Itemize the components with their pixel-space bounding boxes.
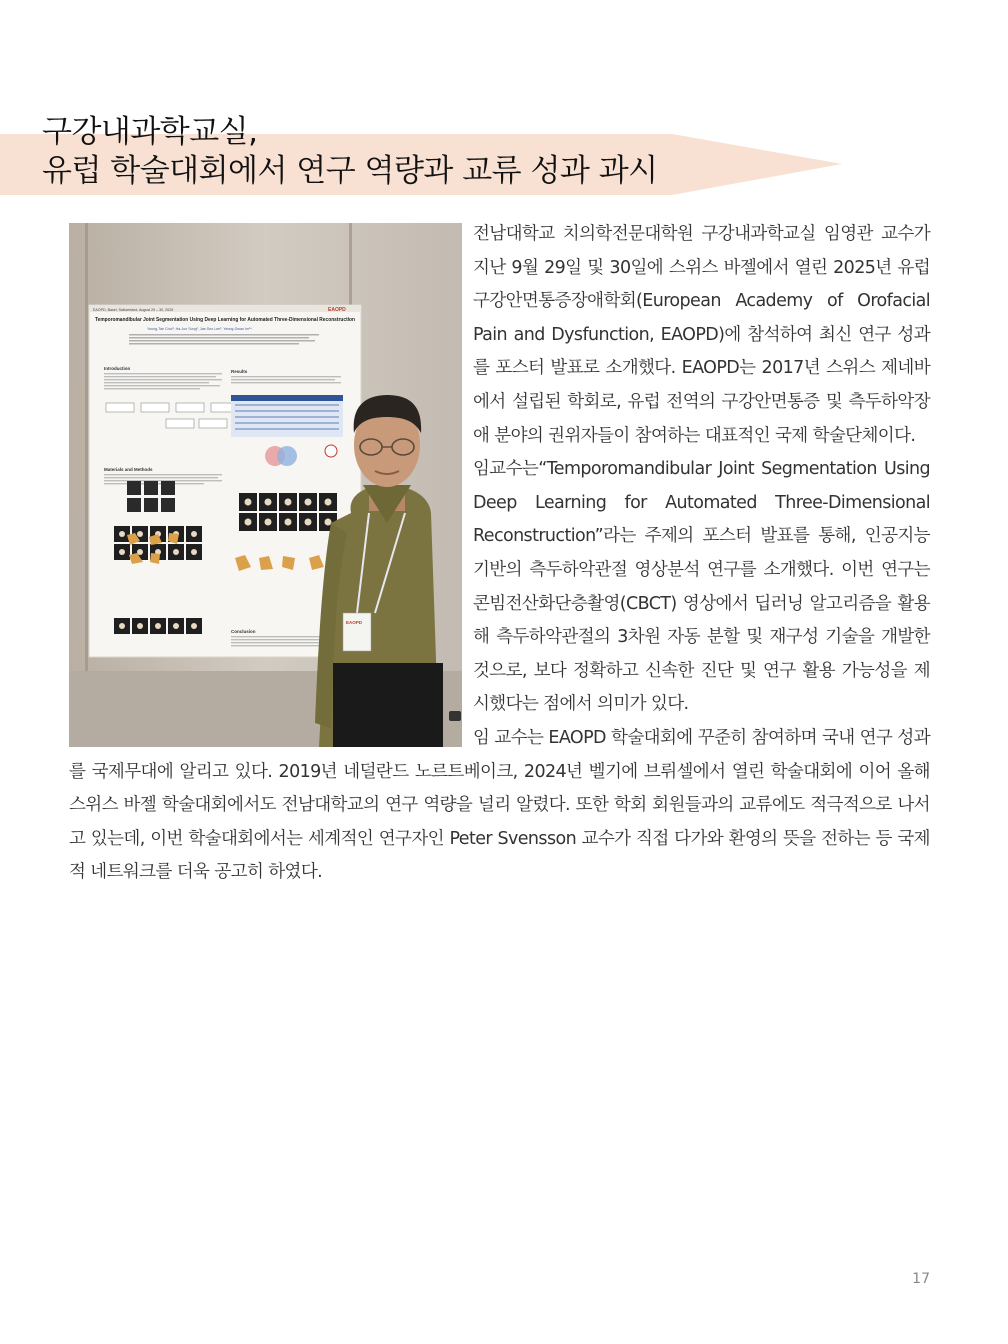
title-line-2: 유럽 학술대회에서 연구 역량과 교류 성과 과시 bbox=[42, 153, 658, 189]
photo-float-space bbox=[69, 218, 473, 751]
badge-logo: EAOPD bbox=[346, 620, 363, 625]
poster-results: Results bbox=[231, 369, 248, 374]
page-number: 17 bbox=[912, 1271, 930, 1287]
poster-materials-methods: Materials and Methods bbox=[104, 467, 153, 472]
paragraph-3: 임 교수는 EAOPD 학술대회에 꾸준히 참여하며 국내 연구 성과를 국제무대에 알리고 있다. 2019년 네덜란드 노르트베이크, 2024년 벨기에 브뤼셀에서 열린 학술대회에 이어 올해 스위스 바젤 학술대회에서도 전남대학교의 연구 역량을 널리 알렸다. 또한 학회 회원들과의 교류에도 적극적으로 나서고 있는데, 이번 학술대회에서는 세계적인 연구자인 Peter Svensson 교수가 직접 다가와 환영의 뜻을 전하는 등 국제적 네트워크를 더욱 공고히 하였다. bbox=[69, 727, 930, 883]
poster-title: Temporomandibular Joint Segmentation Using Deep Learning for Automated Three-Dimensional Reconstruction bbox=[95, 317, 356, 323]
poster-introduction: Introduction bbox=[104, 366, 131, 371]
article-body bbox=[69, 218, 930, 890]
paragraph-1: 전남대학교 치의학전문대학원 구강내과학교실 임영관 교수가 지난 9월 29일 및 30일에 스위스 바젤에서 열린 2025년 유럽 구강안면통증장애학회(European Academy of Orofacial Pain and Dysfunction, EAOPD)에 참석하여 최신 연구 성과를 포스터 발표로 소개했다. EAOPD는 2017년 스위스 제네바에서 설립된 학회로, 유럽 전역의 구강안면통증 및 측두하악장애 분야의 권위자들이 참여하는 대표적인 국제 학술단체이다. bbox=[473, 224, 930, 446]
paragraph-2: 임교수는“Temporomandibular Joint Segmentation Using Deep Learning for Automated Three-Dimensional Reconstruction”라는 주제의 포스터 발표를 통해, 인공지능 기반의 측두하악관절 영상분석 연구를 소개했다. 이번 연구는 콘빔전산화단층촬영(CBCT) 영상에서 딥러닝 알고리즘을 활용해 측두하악관절의 3차원 자동 분할 및 재구성 기술을 개발한 것으로, 보다 정확하고 신속한 진단 및 연구 활용 가능성을 제시했다는 점에서 의미가 있다. bbox=[473, 459, 930, 715]
poster-authors: Young-Tae Choi¹, Ha-Jun Song², Jae-Seo Lee³, Yeong-Gwan Im¹⁴ bbox=[147, 327, 252, 331]
poster-conclusion: Conclusion bbox=[231, 629, 256, 634]
poster-logo: EAOPD bbox=[328, 307, 346, 313]
title-line-1: 구강내과학교실, bbox=[42, 114, 258, 150]
poster-header: EAOPD, Basel, Switzerland, August 29 – 30, 2025 bbox=[93, 308, 174, 312]
page-title bbox=[42, 113, 658, 191]
